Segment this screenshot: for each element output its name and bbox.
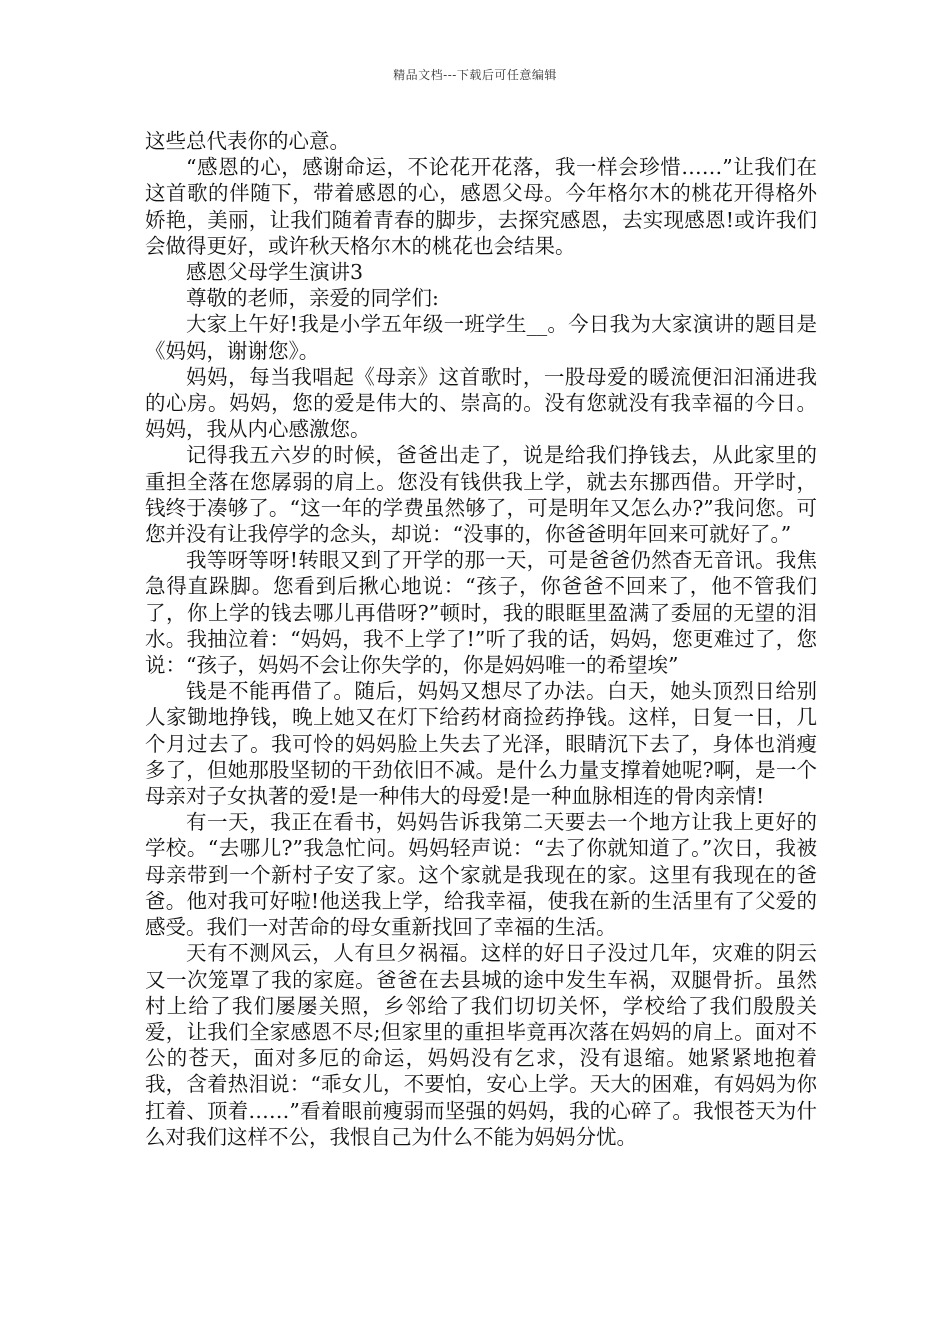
paragraph: “感恩的心，感谢命运，不论花开花落，我一样会珍惜……”让我们在这首歌的伴随下，带着感恩的心，感恩父母。今年格尔木的桃花开得格外娇艳，美丽，让我们随着青春的脚步，去探究感恩，去实现感恩!或许我们会做得更好，或许秋天格尔木的桃花也会结果。 <box>145 155 817 258</box>
paragraph: 妈妈，每当我唱起《母亲》这首歌时，一股母爱的暖流便汩汩涌进我的心房。妈妈，您的爱是伟大的、崇高的。没有您就没有我幸福的今日。妈妈，我从内心感激您。 <box>145 364 817 442</box>
paragraph: 天有不测风云，人有旦夕祸福。这样的好日子没过几年，灾难的阴云又一次笼罩了我的家庭。爸爸在去县城的途中发生车祸，双腿骨折。虽然村上给了我们屡屡关照，乡邻给了我们切切关怀，学校给了我们殷殷关爱，让我们全家感恩不尽;但家里的重担毕竟再次落在妈妈的肩上。面对不公的苍天，面对多厄的命运，妈妈没有乞求，没有退缩。她紧紧地抱着我，含着热泪说：“乖女儿，不要怕，安心上学。天大的困难，有妈妈为你扛着、顶着……”看着眼前瘦弱而坚强的妈妈，我的心碎了。我恨苍天为什么对我们这样不公，我恨自己为什么不能为妈妈分忧。 <box>145 941 817 1149</box>
paragraph: 我等呀等呀!转眼又到了开学的那一天，可是爸爸仍然杳无音讯。我焦急得直跺脚。您看到后揪心地说：“孩子，你爸爸不回来了，他不管我们了，你上学的钱去哪儿再借呀?”顿时，我的眼眶里盈满了委屈的无望的泪水。我抽泣着：“妈妈，我不上学了!”听了我的话，妈妈，您更难过了，您说：“孩子，妈妈不会让你失学的，你是妈妈唯一的希望埃” <box>145 548 817 678</box>
paragraph: 钱是不能再借了。随后，妈妈又想尽了办法。白天，她头顶烈日给别人家锄地挣钱，晚上她又在灯下给药材商捡药挣钱。这样，日复一日，几个月过去了。我可怜的妈妈脸上失去了光泽，眼睛沉下去了，身体也消瘦多了，但她那股坚韧的干劲依旧不减。是什么力量支撑着她呢?啊，是一个母亲对子女执著的爱!是一种伟大的母爱!是一种血脉相连的骨肉亲情! <box>145 679 817 809</box>
document-body <box>145 128 817 1150</box>
paragraph: 大家上午好!我是小学五年级一班学生__。今日我为大家演讲的题目是《妈妈，谢谢您》。 <box>145 312 817 363</box>
salutation: 尊敬的老师，亲爱的同学们: <box>186 286 439 311</box>
paragraph: 这些总代表你的心意。 <box>145 129 350 153</box>
section-heading: 感恩父母学生演讲3 <box>186 260 364 285</box>
paragraph: 有一天，我正在看书，妈妈告诉我第二天要去一个地方让我上更好的学校。“去哪儿?”我急忙问。妈妈轻声说：“去了你就知道了。”次日，我被母亲带到一个新村子安了家。这个家就是我现在的家。这里有我现在的爸爸。他对我可好啦!他送我上学，给我幸福，使我在新的生活里有了父爱的感受。我们一对苦命的母女重新找回了幸福的生活。 <box>145 810 817 940</box>
paragraph: 记得我五六岁的时候，爸爸出走了，说是给我们挣钱去，从此家里的重担全落在您孱弱的肩上。您没有钱供我上学，就去东挪西借。开学时，钱终于凑够了。“这一年的学费虽然够了，可是明年又怎么办?”我问您。可您并没有让我停学的念头，却说：“没事的，你爸爸明年回来可就好了。” <box>145 443 817 547</box>
page-header: 精品文档---下载后可任意编辑 <box>393 68 557 82</box>
